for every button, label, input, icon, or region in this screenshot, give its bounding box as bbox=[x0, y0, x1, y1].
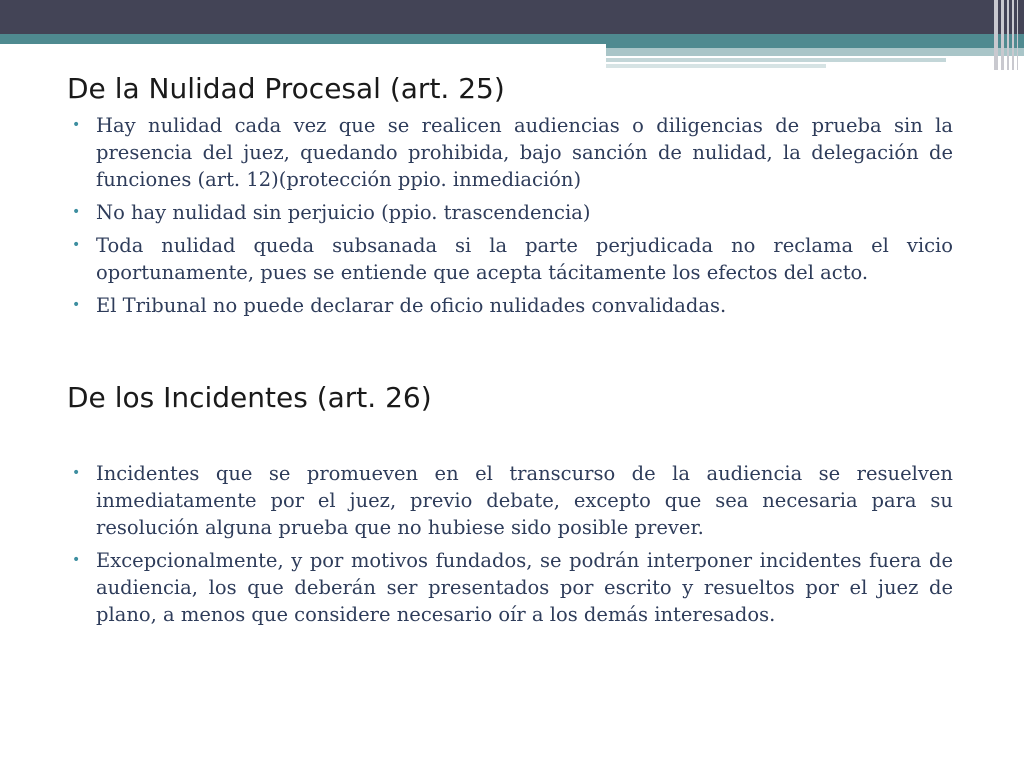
list-item bbox=[72, 547, 953, 628]
header-light-stripe bbox=[606, 58, 946, 62]
bullet-icon: • bbox=[72, 237, 81, 253]
list-item bbox=[72, 232, 953, 286]
bullet-icon: • bbox=[72, 117, 81, 133]
list-item bbox=[72, 460, 953, 541]
bullet-icon: • bbox=[72, 465, 81, 481]
header-light-stripe bbox=[606, 48, 1024, 56]
header-vertical-line bbox=[1001, 0, 1004, 70]
bullet-list-nulidad bbox=[72, 112, 953, 325]
header-vertical-line bbox=[1017, 0, 1018, 70]
bullet-icon: • bbox=[72, 204, 81, 220]
header-vertical-line bbox=[994, 0, 998, 70]
section-title-incidentes: De los Incidentes (art. 26) bbox=[67, 381, 432, 414]
list-item-text: Hay nulidad cada vez que se realicen audiencias o diligencias de prueba sin la presencia del juez, quedando prohibida, bajo sanción de nulidad, la delegación de funciones (art. 12)(protección ppio. inmediación) bbox=[96, 114, 953, 191]
list-item-text: Incidentes que se promueven en el transcurso de la audiencia se resuelven inmediatamente por el juez, previo debate, excepto que sea necesaria para su resolución alguna prueba que no hubiese sido posible prever. bbox=[96, 462, 953, 539]
list-item-text: El Tribunal no puede declarar de oficio nulidades convalidadas. bbox=[96, 294, 727, 317]
bullet-list-incidentes bbox=[72, 460, 953, 634]
list-item bbox=[72, 112, 953, 193]
header-dark-band bbox=[0, 0, 1024, 34]
bullet-icon: • bbox=[72, 552, 81, 568]
list-item-text: No hay nulidad sin perjuicio (ppio. trascendencia) bbox=[96, 201, 591, 224]
header-white-stripe bbox=[0, 44, 606, 48]
header-vertical-line bbox=[1012, 0, 1014, 70]
header-vertical-line bbox=[1007, 0, 1009, 70]
list-item bbox=[72, 292, 953, 319]
list-item bbox=[72, 199, 953, 226]
bullet-icon: • bbox=[72, 297, 81, 313]
list-item-text: Excepcionalmente, y por motivos fundados, se podrán interponer incidentes fuera de audiencia, los que deberán ser presentados por escrito y resueltos por el juez de plano, a menos que considere necesario oír a los demás interesados. bbox=[96, 549, 953, 626]
header-light-stripe bbox=[606, 64, 826, 68]
section-title-nulidad: De la Nulidad Procesal (art. 25) bbox=[67, 72, 505, 105]
list-item-text: Toda nulidad queda subsanada si la parte perjudicada no reclama el vicio oportunamente, pues se entiende que acepta tácitamente los efectos del acto. bbox=[96, 234, 953, 284]
